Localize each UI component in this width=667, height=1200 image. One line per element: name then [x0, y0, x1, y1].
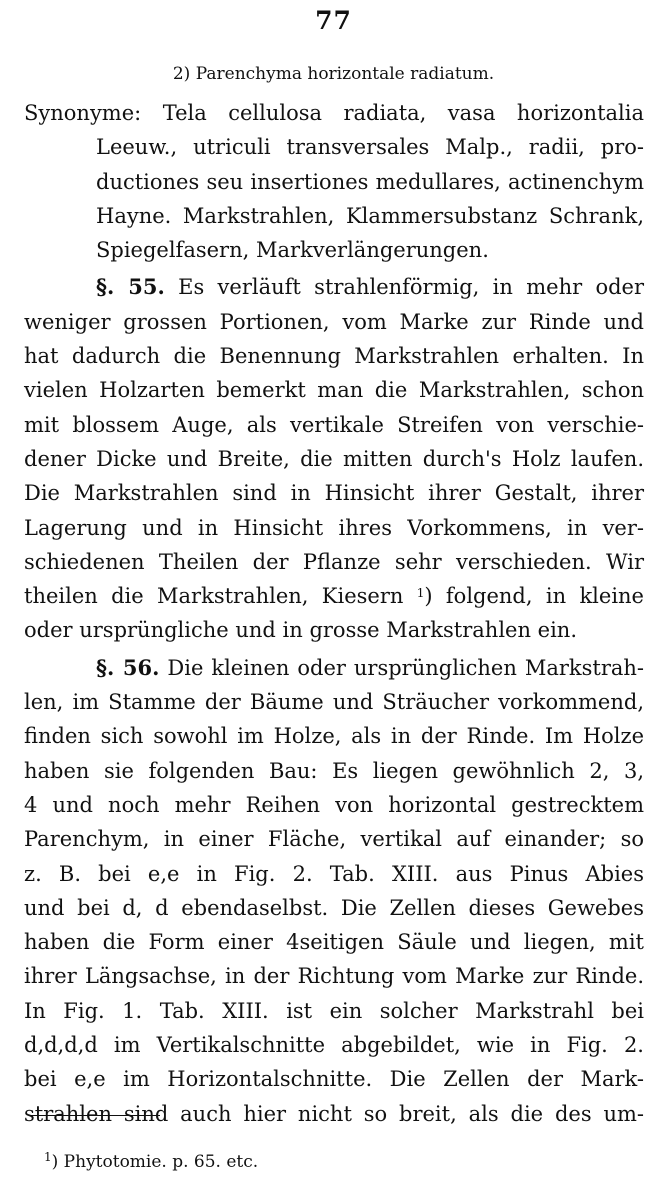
text-line: §. 56. Die kleinen oder ursprünglichen Markstrah- — [96, 654, 645, 680]
text-line: theilen die Markstrahlen, Kiesern $^1$) folgend, in kleine — [24, 584, 644, 609]
synonyme-label: Synonyme: — [24, 101, 142, 125]
text-line: und bei d, d ebendaselbst. Die Zellen dieses Gewebes — [24, 895, 644, 920]
text-line: bei e,e im Horizontalschnitte. Die Zellen der Mark- — [24, 1067, 644, 1092]
text-line: Parenchym, in einer Fläche, vertikal auf einander; so — [24, 827, 644, 852]
text-line: mit blossem Auge, als vertikale Streifen von verschie- — [24, 412, 644, 437]
footnote — [44, 1152, 258, 1172]
text-line: haben die Form einer 4seitigen Säule und liegen, mit — [24, 930, 644, 955]
text-line: weniger grossen Portionen, vom Marke zur Rinde und — [24, 309, 644, 334]
text-line: finden sich sowohl im Holze, als in der Rinde. Im Holze — [24, 724, 644, 749]
text-line: len, im Stamme der Bäume und Sträucher vorkommend, — [24, 690, 644, 715]
text-line: vielen Holzarten bemerkt man die Markstrahlen, schon — [24, 378, 644, 403]
text-line: Spiegelfasern, Markverlängerungen. — [96, 238, 489, 263]
footnote-marker: 1 — [44, 1150, 52, 1164]
text-line: In Fig. 1. Tab. XIII. ist ein solcher Markstrahl bei — [24, 998, 644, 1023]
text-line: Synonyme: Tela cellulosa radiata, vasa horizontalia — [24, 101, 644, 125]
section-mark: §. 56. — [96, 654, 160, 680]
text-line: ihrer Längsachse, in der Richtung vom Marke zur Rinde. — [24, 964, 644, 989]
text-line: Hayne. Markstrahlen, Klammersubstanz Schrank, — [96, 203, 644, 228]
synonyme-paragraph — [24, 96, 644, 267]
text-line: strahlen sind auch hier nicht so breit, als die des um- — [24, 1101, 644, 1126]
text-line: hat dadurch die Benennung Markstrahlen erhalten. In — [24, 344, 644, 369]
text-line: haben sie folgenden Bau: Es liegen gewöhnlich 2, 3, — [24, 758, 644, 783]
text-line: z. B. bei e,e in Fig. 2. Tab. XIII. aus Pinus Abies — [24, 861, 644, 886]
page-number: 77 — [315, 6, 352, 35]
section-mark: §. 55. — [96, 274, 165, 300]
text-line: Leeuw., utriculi transversales Malp., radii, pro- — [96, 135, 644, 160]
text-line: schiedenen Theilen der Pflanze sehr verschieden. Wir — [24, 549, 644, 574]
paragraph-56 — [24, 651, 644, 1131]
text-line: Lagerung und in Hinsicht ihres Vorkommens, in ver- — [24, 515, 644, 540]
footnote-divider — [30, 1115, 160, 1116]
paragraph-55 — [24, 270, 644, 647]
text-line: dener Dicke und Breite, die mitten durch's Holz laufen. — [24, 446, 644, 471]
text-line: 4 und noch mehr Reihen von horizontal gestrecktem — [24, 792, 644, 817]
footnote-reference: 1 — [416, 586, 425, 601]
footnote-text: ) Phytotomie. p. 65. etc. — [51, 1152, 259, 1172]
text-line: oder ursprüngliche und in grosse Markstrahlen ein. — [24, 618, 578, 643]
text-line: d,d,d,d im Vertikalschnitte abgebildet, wie in Fig. 2. — [24, 1033, 644, 1058]
text-line: §. 55. Es verläuft strahlenförmig, in mehr oder — [96, 274, 645, 300]
section-heading: 2) Parenchyma horizontale radiatum. — [172, 64, 495, 84]
text-line: Die Markstrahlen sind in Hinsicht ihrer Gestalt, ihrer — [24, 481, 644, 506]
body-text — [24, 96, 644, 1131]
text-line: ductiones seu insertiones medullares, actinenchym — [96, 169, 644, 194]
